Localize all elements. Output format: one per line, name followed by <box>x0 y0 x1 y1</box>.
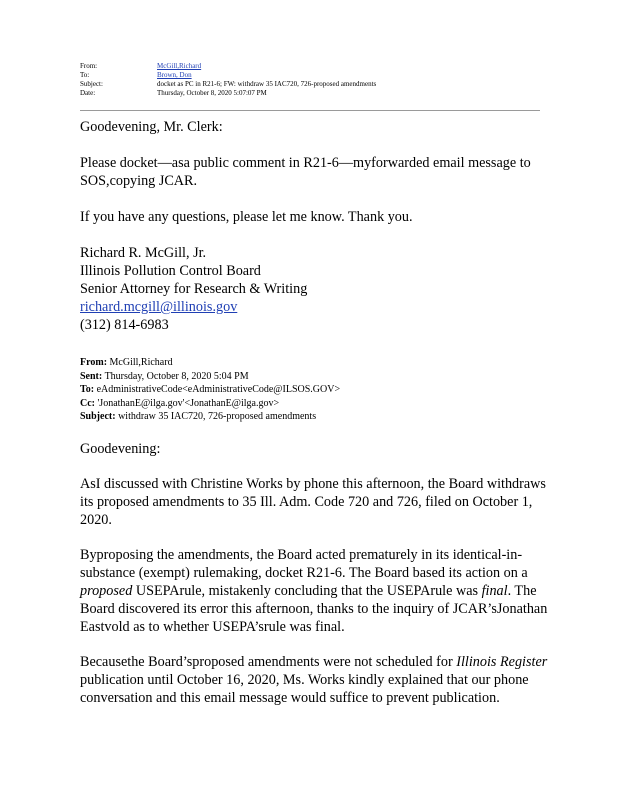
fwd-from-label: From: <box>80 357 108 368</box>
header-subject-row <box>80 80 376 89</box>
message-paragraph-3 <box>80 653 550 707</box>
header-from-link[interactable]: McGill,Richard <box>157 62 202 70</box>
cover-request: Please docket—asa public comment in R21-6—myforwarded email message to SOS,copying JCAR. <box>80 155 531 189</box>
email-header <box>80 62 376 98</box>
signature-block <box>80 244 550 334</box>
header-from-row <box>80 62 376 71</box>
p3-part-a: Becausethe Board’sproposed amendments were not scheduled for <box>80 653 457 670</box>
p2-part-c: . The Board discovered its error this afternoon, thanks to the inquiry of JCAR’sJonathan Eastvold as to whether USEPA’srule was final. <box>80 582 548 635</box>
p2-proposed: proposed <box>80 582 133 599</box>
header-to-row <box>80 71 376 80</box>
header-date-row <box>80 89 376 98</box>
header-subject-label: Subject: <box>80 80 103 88</box>
fwd-cc-value: 'JonathanE@ilga.gov'<JonathanE@ilga.gov> <box>97 397 280 409</box>
header-date-label: Date: <box>80 89 96 97</box>
p3-register: Illinois Register <box>456 653 548 670</box>
header-from-label: From: <box>80 62 98 70</box>
fwd-sent-value: Thursday, October 8, 2020 5:04 PM <box>104 370 249 382</box>
forwarded-message <box>80 440 550 707</box>
header-to-link[interactable]: Brown, Don <box>157 71 192 79</box>
fwd-from-value: McGill,Richard <box>109 357 173 368</box>
message-paragraph-1: AsI discussed with Christine Works by phone this afternoon, the Board withdraws its proposed amendments to 35 Ill. Adm. Code 720 and 726, filed on October 1, 2020. <box>80 475 546 528</box>
message-greeting: Goodevening: <box>80 440 161 457</box>
header-to-label: To: <box>80 71 90 79</box>
signature-org: Illinois Pollution Control Board <box>80 263 261 279</box>
fwd-to-label: To: <box>80 384 95 396</box>
fwd-to-value: eAdministrativeCode<eAdministrativeCode@ILSOS.GOV> <box>96 384 341 396</box>
signature-email-link[interactable]: richard.mcgill@illinois.gov <box>80 299 238 315</box>
signature-title: Senior Attorney for Research & Writing <box>80 281 308 297</box>
fwd-subject-label: Subject: <box>80 411 116 423</box>
forwarded-header <box>80 356 550 424</box>
email-body <box>80 118 550 724</box>
header-subject-value: docket as PC in R21-6; FW: withdraw 35 IAC720, 726-proposed amendments <box>157 80 377 88</box>
cover-closing: If you have any questions, please let me know. Thank you. <box>80 209 413 225</box>
message-paragraph-2 <box>80 546 550 636</box>
fwd-subject-value: withdraw 35 IAC720, 726-proposed amendments <box>118 411 317 423</box>
header-divider <box>80 110 540 111</box>
cover-greeting: Goodevening, Mr. Clerk: <box>80 119 223 135</box>
fwd-cc-label: Cc: <box>80 397 95 409</box>
p2-final: final <box>481 582 508 599</box>
p2-part-a: Byproposing the amendments, the Board acted prematurely in its identical-in-substance (exempt) rulemaking, docket R21-6. The Board based its action on a <box>80 546 528 581</box>
fwd-sent-label: Sent: <box>80 370 103 382</box>
signature-phone: (312) 814-6983 <box>80 317 169 333</box>
signature-name: Richard R. McGill, Jr. <box>80 245 207 261</box>
p3-part-b: publication until October 16, 2020, Ms. Works kindly explained that our phone conversation and this email message would suffice to prevent publication. <box>80 671 529 706</box>
header-date-value: Thursday, October 8, 2020 5:07:07 PM <box>157 89 267 97</box>
p2-part-b: USEPArule, mistakenly concluding that the USEPArule was <box>132 582 482 599</box>
